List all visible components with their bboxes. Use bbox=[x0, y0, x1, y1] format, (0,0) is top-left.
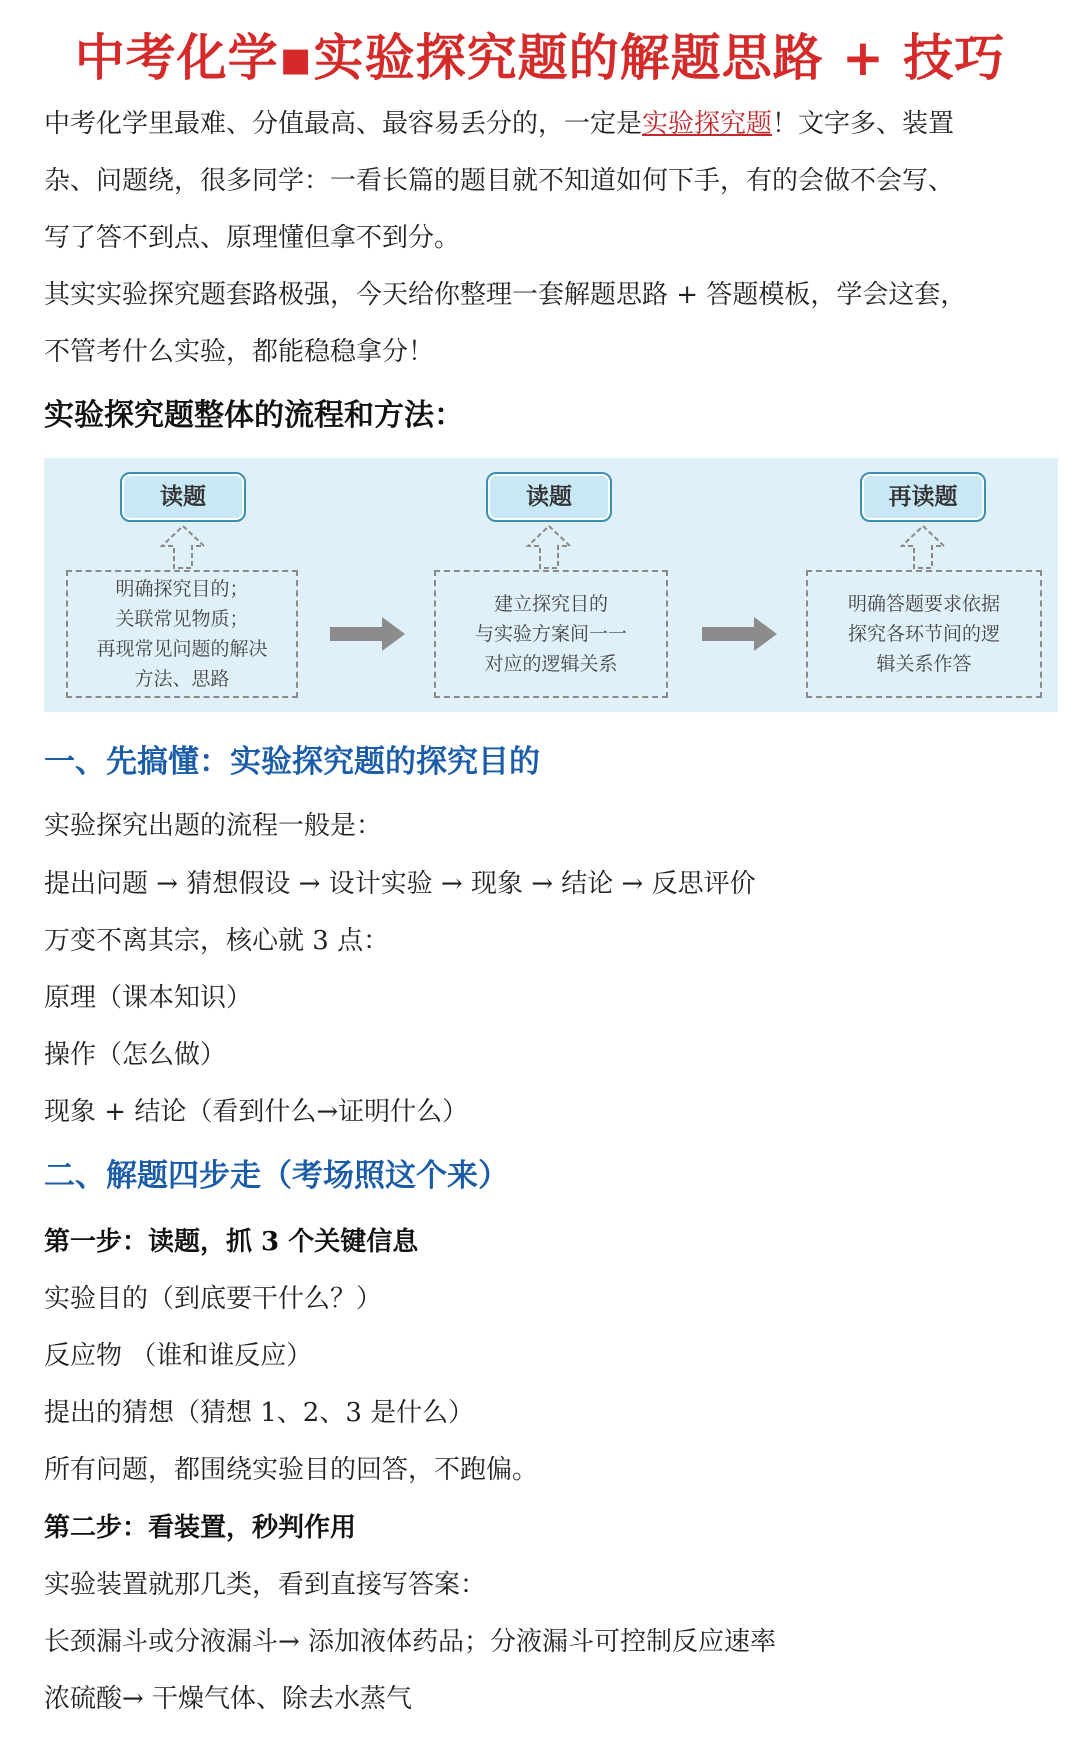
flow-heading: 实验探究题整体的流程和方法： bbox=[44, 398, 464, 433]
article-title: 中考化学▪实验探究题的解题思路 + 技巧 bbox=[74, 29, 1006, 87]
section-2-heading: 二、解题四步走（考场照这个来） bbox=[44, 1158, 509, 1194]
intro-line-3: 写了答不到点、原理懂但拿不到分。 bbox=[44, 223, 461, 253]
step-1-line: 实验目的（到底要干什么？） bbox=[44, 1284, 383, 1314]
stage-3-label: 再读题 bbox=[860, 472, 986, 522]
stage-1-label: 读题 bbox=[120, 472, 246, 522]
experiment-inquiry-link[interactable]: 实验探究题 bbox=[642, 109, 773, 139]
section-1-line: 万变不离其宗，核心就 3 点： bbox=[44, 926, 390, 956]
stage-2-description: 建立探究目的 与实验方案间一一 对应的逻辑关系 bbox=[434, 570, 668, 698]
right-arrow-icon bbox=[702, 616, 778, 652]
up-arrow-icon bbox=[524, 524, 574, 570]
step-1-line: 反应物 （谁和谁反应） bbox=[44, 1341, 313, 1371]
section-1-line: 原理（课本知识） bbox=[44, 983, 253, 1013]
flow-diagram bbox=[44, 458, 1058, 712]
intro-line-1: 中考化学里最难、分值最高、最容易丢分的，一定是实验探究题！文字多、装置 bbox=[44, 109, 955, 139]
intro-line-5: 不管考什么实验，都能稳稳拿分！ bbox=[44, 337, 435, 367]
intro-line-4: 其实实验探究题套路极强，今天给你整理一套解题思路 + 答题模板，学会这套， bbox=[44, 280, 967, 310]
step-1-line: 提出的猜想（猜想 1、2、3 是什么） bbox=[44, 1398, 475, 1428]
stage-3-description: 明确答题要求依据 探究各环节间的逻 辑关系作答 bbox=[806, 570, 1042, 698]
section-1-line: 操作（怎么做） bbox=[44, 1040, 227, 1070]
section-1-heading: 一、先搞懂：实验探究题的探究目的 bbox=[44, 744, 540, 780]
section-1-line: 现象 + 结论（看到什么→证明什么） bbox=[44, 1097, 469, 1127]
step-1-line: 所有问题，都围绕实验目的回答，不跑偏。 bbox=[44, 1455, 539, 1485]
stage-1-description: 明确探究目的； 关联常见物质； 再现常见问题的解决 方法、思路 bbox=[66, 570, 298, 698]
step-2-line: 实验装置就那几类，看到直接写答案： bbox=[44, 1570, 487, 1600]
step-2-line: 浓硫酸→ 干燥气体、除去水蒸气 bbox=[44, 1684, 413, 1714]
up-arrow-icon bbox=[898, 524, 948, 570]
stage-2-label: 读题 bbox=[486, 472, 612, 522]
step-1-heading: 第一步：读题，抓 3 个关键信息 bbox=[44, 1227, 419, 1257]
step-2-line: 长颈漏斗或分液漏斗→ 添加液体药品；分液漏斗可控制反应速率 bbox=[44, 1627, 777, 1657]
section-1-line: 实验探究出题的流程一般是： bbox=[44, 811, 383, 841]
section-1-line: 提出问题 → 猜想假设 → 设计实验 → 现象 → 结论 → 反思评价 bbox=[44, 869, 756, 899]
intro-line-2: 杂、问题绕，很多同学：一看长篇的题目就不知道如何下手，有的会做不会写、 bbox=[44, 166, 955, 196]
up-arrow-icon bbox=[158, 524, 208, 570]
right-arrow-icon bbox=[330, 616, 406, 652]
step-2-heading: 第二步：看装置，秒判作用 bbox=[44, 1513, 357, 1543]
